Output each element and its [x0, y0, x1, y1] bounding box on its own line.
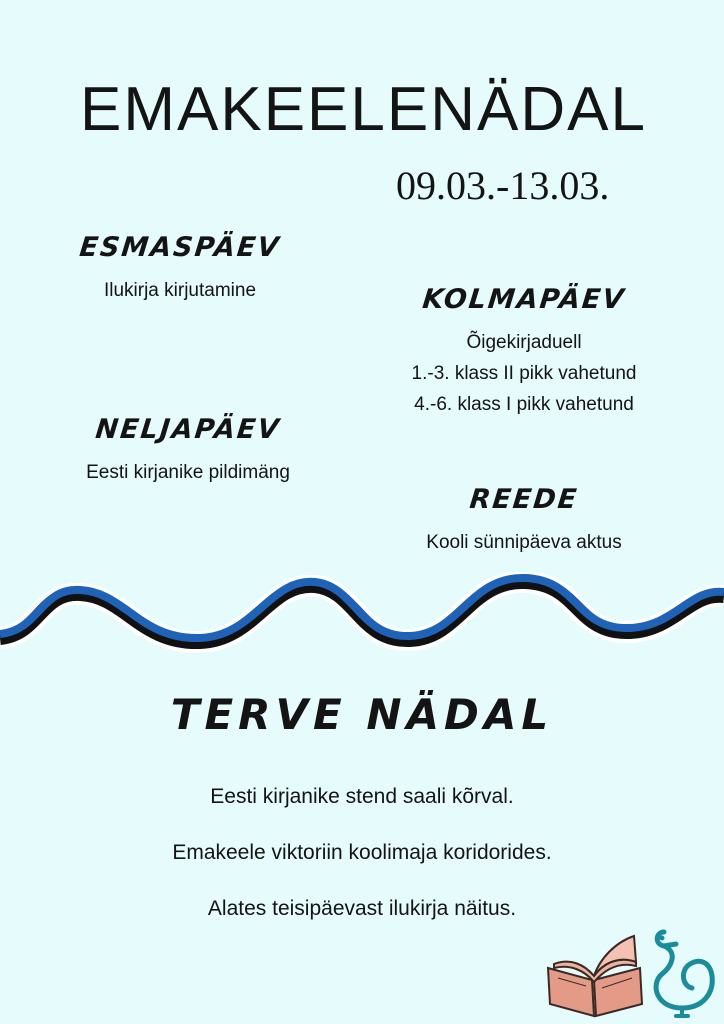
open-book-icon: [540, 928, 650, 1018]
day-line-thursday-1: Eesti kirjanike pildimäng: [86, 462, 290, 483]
week-item-2: Emakeele viktoriin koolimaja koridorides.: [172, 841, 552, 864]
week-item-3: Alates teisipäevast ilukirja näitus.: [207, 897, 517, 920]
day-line-wednesday-3: 4.-6. klass I pikk vahetund: [414, 394, 634, 415]
day-name-monday: ESMASPÄEV: [78, 232, 282, 263]
day-block-thursday: [56, 414, 320, 488]
day-line-friday-1: Kooli sünnipäeva aktus: [426, 532, 622, 553]
day-line-monday-1: Ilukirja kirjutamine: [103, 280, 257, 301]
day-block-friday: [394, 484, 654, 558]
day-line-wednesday-2: 1.-3. klass II pikk vahetund: [411, 363, 637, 384]
ribbon-flag-icon: [0, 572, 724, 662]
day-name-thursday: NELJAPÄEV: [93, 414, 282, 445]
date-range: 09.03.-13.03.: [396, 163, 610, 208]
page-title: EMAKEELENÄDAL: [80, 75, 647, 144]
week-title: TERVE NÄDAL: [170, 690, 554, 739]
day-name-wednesday: KOLMAPÄEV: [421, 284, 627, 315]
day-block-monday: [60, 232, 300, 306]
week-item-1: Eesti kirjanike stend saali kõrval.: [210, 785, 514, 808]
day-line-wednesday-1: Õigekirjaduell: [466, 332, 582, 353]
swan-logo-icon: [642, 922, 722, 1018]
day-block-wednesday: [384, 284, 664, 420]
day-name-friday: REEDE: [468, 484, 580, 515]
